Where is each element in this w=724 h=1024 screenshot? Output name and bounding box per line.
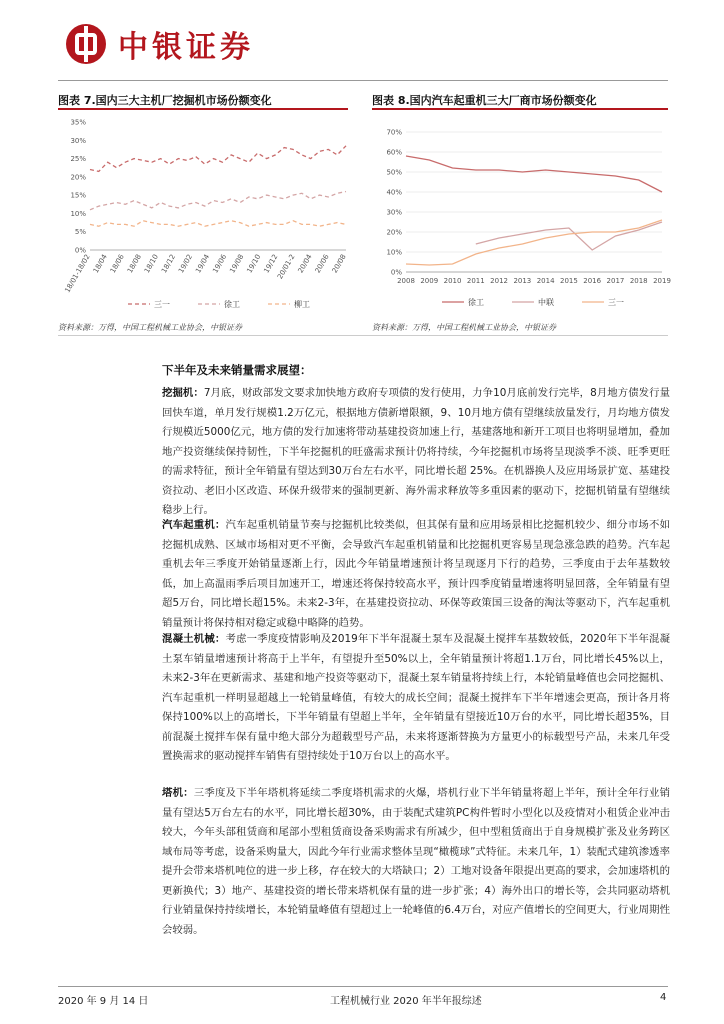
- excavator-share-chart: [58, 112, 353, 320]
- concrete-machinery-text: 考虑一季度疫情影响及2019年下半年混凝土泵车及混凝土搅拌车基数较低，2020年下半年混凝土泵车销量增速预计将高于上半年，有望提升至50%以上，全年销量预计将超1.1万台，同比增长45%以上，未来2-3年在更新需求、基建和地产投资等驱动下，混凝土泵车销量将持续上行，本轮销量峰值也会同挖掘机、汽车起重机一样明显超越上一轮销量峰值，有较大的成长空间；混凝土搅拌车下半年增速会更高，预计各月将保持100%以上的高增长，下半年销量有望超上半年，全年销量有望接近10万台的水平，同比增长超35%，目前混凝土搅拌车保有量中绝大部分为超载型号产品，未来将逐渐替换为方量更小的标载型号产品，未来几年受置换需求的驱动搅拌车销售有望持续处于10万台以上的高水平。: [162, 633, 670, 762]
- x-tick-label: 2011: [466, 277, 485, 285]
- x-tick-label: 19/12: [262, 253, 280, 275]
- y-tick-label: 40%: [386, 188, 402, 197]
- y-tick-label: 30%: [70, 136, 86, 145]
- truck-crane-share-chart: [372, 112, 672, 320]
- x-tick-label: 2018: [629, 277, 648, 285]
- tower-crane-paragraph: [162, 784, 670, 940]
- series-line-徐工: [90, 192, 346, 210]
- truck-crane-paragraph: [162, 516, 670, 633]
- section-title: 下半年及未来销量需求展望：: [162, 363, 312, 377]
- excavator-label: 挖掘机：: [162, 387, 204, 399]
- x-tick-label: 2019: [653, 277, 671, 285]
- x-tick-label: 18/04: [91, 253, 109, 275]
- series-line-三一: [406, 220, 662, 265]
- concrete-machinery-paragraph: [162, 630, 670, 767]
- x-tick-label: 2012: [490, 277, 509, 285]
- x-tick-label: 2013: [513, 277, 532, 285]
- page-number: 4: [660, 992, 667, 1003]
- y-tick-label: 20%: [386, 228, 402, 237]
- legend-label: 徐工: [224, 300, 240, 309]
- x-tick-label: 19/06: [211, 253, 229, 275]
- y-tick-label: 35%: [70, 118, 86, 127]
- x-tick-label: 20/06: [313, 253, 331, 275]
- x-tick-label: 2009: [420, 277, 439, 285]
- legend-label: 三一: [608, 298, 624, 307]
- y-tick-label: 10%: [70, 209, 86, 218]
- concrete-machinery-label: 混凝土机械：: [162, 633, 226, 645]
- header-divider: [58, 80, 668, 81]
- x-tick-label: 19/08: [228, 253, 246, 275]
- x-tick-label: 20/04: [296, 253, 314, 275]
- legend-label: 徐工: [468, 298, 484, 307]
- y-tick-label: 5%: [74, 228, 86, 237]
- y-tick-label: 50%: [386, 168, 402, 177]
- y-tick-label: 30%: [386, 208, 402, 217]
- legend-label: 柳工: [294, 300, 310, 309]
- x-tick-label: 18/06: [108, 253, 126, 275]
- figure7-title: 图表 7.国内三大主机厂挖掘机市场份额变化: [58, 94, 272, 107]
- figure8-title: 图表 8.国内汽车起重机三大厂商市场份额变化: [372, 94, 597, 107]
- tower-crane-text: 三季度及下半年塔机将延续二季度塔机需求的火爆，塔机行业下半年销量将超上半年，预计全年行业销量有望达5万台左右的水平，同比增长超30%，由于装配式建筑PC构件暂时小型化以及疫情对小租赁企业冲击较大，今年头部租赁商和尾部小型租赁商设备采购需求有所减少，但中型租赁商出于自身规模扩张及业务跨区域布局等考虑，设备采购量大，因此今年行业需求整体呈现“橄榄球”式特征。未来几年，1）装配式建筑渗透率提升会带来塔机吨位的进一步上移，存在较大的大塔缺口；2）工地对设备年限提出更高的要求，会加速塔机的更新换代；3）地产、基建投资的增长带来塔机保有量的进一步扩张；4）海外出口的增长等，会共同驱动塔机行业销量保持持续增长，本轮销量峰值有望超过上一轮峰值的6.4万台，对应产值增长的空间更大，行业周期性会较弱。: [162, 787, 670, 936]
- y-tick-label: 0%: [74, 246, 86, 255]
- x-tick-label: 19/10: [245, 253, 263, 275]
- excavator-paragraph: [162, 384, 670, 521]
- excavator-text: 7月底，财政部发文要求加快地方政府专项债的发行使用，力争10月底前发行完毕，8月地方债发行量回快车道，单月发行规模1.2万亿元，根据地方债新增限额，9、10月地方债有望继续放量发行，月均地方债发行规模近5000亿元，地方债的发行加速将带动基建投资加速上行，基建落地和新开工项目也将明显增加，叠加地产投资继续保持韧性，下半年挖掘机的旺盛需求预计仍将持续，今年挖掘机市场将呈现淡季不淡、旺季更旺的需求特征，预计全年销量有望达到30万台左右水平，同比增长超 25%。在机器换人及应用场景扩宽、基建投资拉动、老旧小区改造、环保升级带来的强制更新、海外需求释放等多重因素的驱动下，挖掘机销量有望继续稳步上行。: [162, 387, 671, 516]
- series-line-中联: [476, 222, 662, 250]
- logo-text: 中银证券: [118, 30, 254, 65]
- legend-label: 中联: [538, 298, 554, 307]
- x-tick-label: 18/01-18/02: [63, 253, 92, 295]
- footer-doc-title: 工程机械行业 2020 年半年报综述: [330, 996, 482, 1007]
- series-line-徐工: [406, 156, 662, 192]
- y-tick-label: 10%: [386, 248, 402, 257]
- x-tick-label: 2014: [536, 277, 555, 285]
- x-tick-label: 20/08: [330, 253, 348, 275]
- series-line-柳工: [90, 221, 346, 227]
- x-tick-label: 18/12: [160, 253, 178, 275]
- x-tick-label: 18/10: [142, 253, 160, 275]
- x-tick-label: 2008: [397, 277, 415, 285]
- y-tick-label: 0%: [390, 268, 402, 277]
- tower-crane-label: 塔机：: [162, 787, 194, 799]
- series-line-三一: [90, 146, 346, 172]
- truck-crane-text: 汽车起重机销量节奏与挖掘机比较类似，但其保有量和应用场景相比挖掘机较少、细分市场不如挖掘机成熟、区域市场相对更不平衡，会导致汽车起重机销量和比挖掘机更容易呈现急涨急跌的趋势。汽车起重机去年三季度开始销量逐渐上行，因此今年销量增速预计将呈现逐月下行的趋势，三季度由于去年基数较低，加上高温雨季后项目加速开工，增速还将保持较高水平，预计四季度销量增速将明显回落，全年销量有望超5万台，同比增长超15%。未来2-3年，在基建投资拉动、环保等政策国三设备的淘汰等驱动下，汽车起重机销量预计将保持相对稳定或稳中略降的趋势。: [162, 519, 671, 629]
- x-tick-label: 18/08: [125, 253, 143, 275]
- figure8-title-rule: [372, 108, 668, 110]
- figure-divider: [58, 335, 668, 336]
- x-tick-label: 2017: [606, 277, 625, 285]
- y-tick-label: 60%: [386, 148, 402, 157]
- figure7-title-rule: [58, 108, 348, 110]
- legend-label: 三一: [154, 300, 170, 309]
- x-tick-label: 2010: [443, 277, 462, 285]
- truck-crane-label: 汽车起重机：: [162, 519, 226, 531]
- figure8-source: 资料来源：万得，中国工程机械工业协会，中银证券: [372, 323, 556, 332]
- y-tick-label: 15%: [70, 191, 86, 200]
- y-tick-label: 25%: [70, 155, 86, 164]
- x-tick-label: 19/02: [177, 253, 195, 275]
- x-tick-label: 2015: [559, 277, 578, 285]
- company-logo: [64, 22, 254, 66]
- y-tick-label: 20%: [70, 173, 86, 182]
- x-tick-label: 19/04: [194, 253, 212, 275]
- figure7-source: 资料来源：万得，中国工程机械工业协会，中银证券: [58, 323, 242, 332]
- y-tick-label: 70%: [386, 128, 402, 137]
- logo-emblem-icon: [64, 22, 108, 66]
- footer-divider: [58, 986, 668, 987]
- x-tick-label: 2016: [583, 277, 602, 285]
- footer-date: 2020 年 9 月 14 日: [58, 996, 149, 1007]
- x-tick-label: 20/01-2: [276, 252, 297, 281]
